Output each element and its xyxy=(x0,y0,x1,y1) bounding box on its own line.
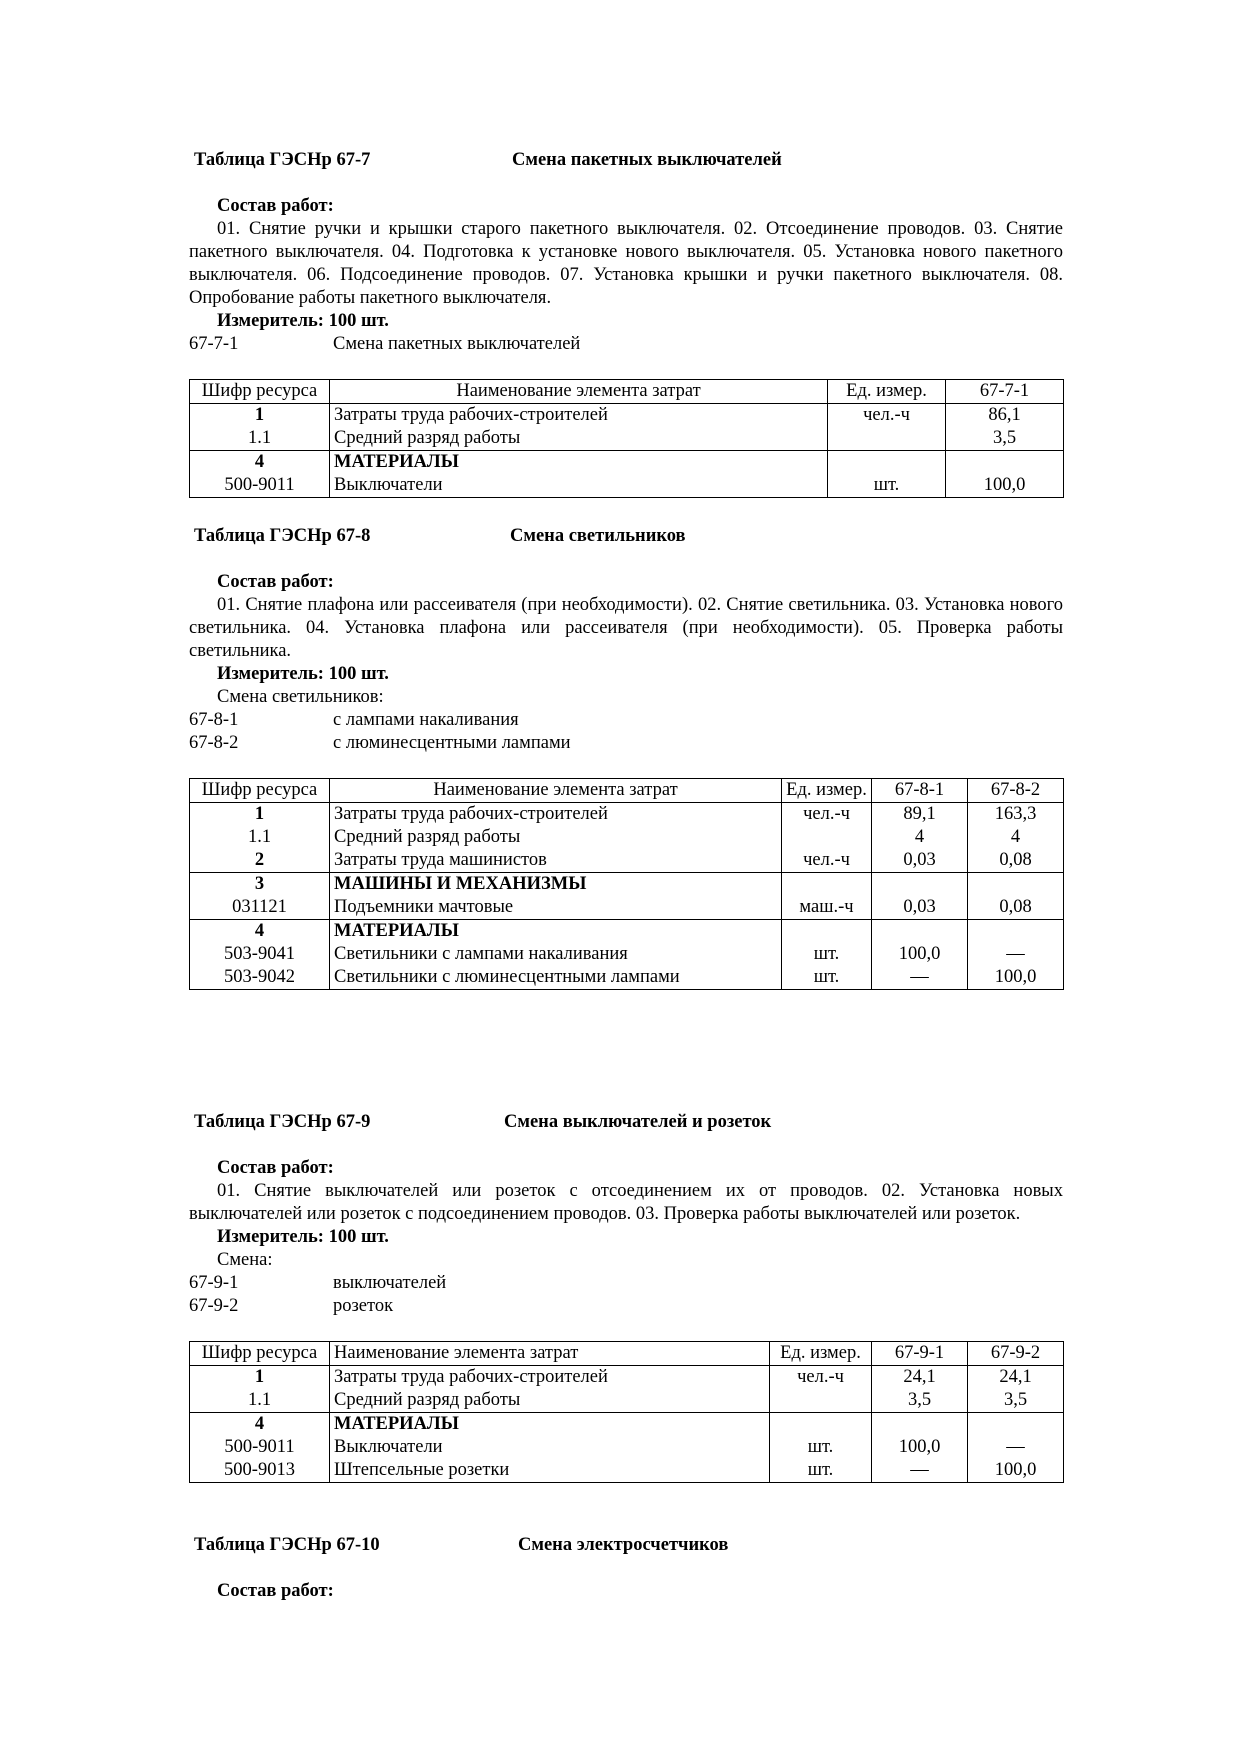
cell: 503-9042 xyxy=(190,966,330,990)
table-row xyxy=(190,1389,1064,1413)
section-title-67-7 xyxy=(189,149,1063,172)
section-title-67-10 xyxy=(189,1534,1063,1557)
table-code: Таблица ГЭСНр 67-7 xyxy=(194,150,371,170)
cell: 1 xyxy=(190,404,330,428)
composition-text: 01. Снятие ручки и крышки старого пакетного выключателя. 02. Отсоединение проводов. 03. Снятие пакетного выключателя. 04. Подготовка к установке нового выключателя. 05. Установка нового пакетного выключателя. 06. Подсоединение проводов. 07. Установка крышки и ручки пакетного выключателя. 08. Опробование работы пакетного выключателя. xyxy=(189,219,1063,308)
cell: чел.-ч xyxy=(782,849,872,873)
cell: 3 xyxy=(190,873,330,897)
cell xyxy=(946,451,1064,475)
cell: 0,08 xyxy=(968,896,1064,920)
table-row xyxy=(190,451,1064,475)
item-code: 67-9-1 xyxy=(189,1273,239,1293)
table-row xyxy=(190,1366,1064,1390)
cell: — xyxy=(872,1459,968,1483)
item-name: с люминесцентными лампами xyxy=(333,733,571,753)
cell: 0,03 xyxy=(872,849,968,873)
table-row xyxy=(190,966,1064,990)
section-67-8 xyxy=(189,525,1063,990)
table-row xyxy=(190,803,1064,827)
cell: шт. xyxy=(770,1459,872,1483)
table-code: Таблица ГЭСНр 67-9 xyxy=(194,1112,371,1132)
header-cell: 67-8-1 xyxy=(872,779,968,803)
cell: 24,1 xyxy=(872,1366,968,1390)
cell: 3,5 xyxy=(946,427,1064,451)
cell: Светильники с люминесцентными лампами xyxy=(330,966,782,990)
table-row xyxy=(190,943,1064,966)
table-header-row xyxy=(190,380,1064,404)
item-name: с лампами накаливания xyxy=(333,710,519,730)
cell xyxy=(872,1413,968,1437)
header-cell: Шифр ресурса xyxy=(190,779,330,803)
cell: 163,3 xyxy=(968,803,1064,827)
resource-table-67-8 xyxy=(189,778,1064,990)
cell: Затраты труда машинистов xyxy=(330,849,782,873)
resource-table-67-7 xyxy=(189,379,1064,498)
table-row xyxy=(190,896,1064,920)
cell: МАТЕРИАЛЫ xyxy=(330,920,782,944)
item-code: 67-8-2 xyxy=(189,733,239,753)
header-cell: Наименование элемента затрат xyxy=(330,1342,770,1366)
cell: 500-9011 xyxy=(190,1436,330,1459)
cell: маш.-ч xyxy=(782,896,872,920)
cell: Выключатели xyxy=(330,474,828,498)
cell: 89,1 xyxy=(872,803,968,827)
cell xyxy=(968,920,1064,944)
cell xyxy=(828,451,946,475)
cell: Штепсельные розетки xyxy=(330,1459,770,1483)
cell: 0,03 xyxy=(872,896,968,920)
cell: МАТЕРИАЛЫ xyxy=(330,451,828,475)
table-header-row xyxy=(190,779,1064,803)
item-row xyxy=(189,333,1063,356)
cell: 4 xyxy=(872,826,968,849)
cell xyxy=(828,427,946,451)
section-67-7 xyxy=(189,149,1063,498)
header-cell: 67-8-2 xyxy=(968,779,1064,803)
cell: Подъемники мачтовые xyxy=(330,896,782,920)
cell: 0,08 xyxy=(968,849,1064,873)
header-cell: Ед. измер. xyxy=(770,1342,872,1366)
composition-label: Состав работ: xyxy=(217,1581,334,1601)
table-name: Смена выключателей и розеток xyxy=(504,1112,772,1132)
table-code: Таблица ГЭСНр 67-8 xyxy=(194,526,371,546)
cell: Затраты труда рабочих-строителей xyxy=(330,404,828,428)
cell: 1 xyxy=(190,1366,330,1390)
cell: 4 xyxy=(190,451,330,475)
item-code: 67-7-1 xyxy=(189,334,239,354)
table-row xyxy=(190,1459,1064,1483)
cell xyxy=(968,1413,1064,1437)
header-cell: 67-7-1 xyxy=(946,380,1064,404)
header-cell: 67-9-2 xyxy=(968,1342,1064,1366)
cell: Затраты труда рабочих-строителей xyxy=(330,803,782,827)
cell: 100,0 xyxy=(872,1436,968,1459)
table-name: Смена светильников xyxy=(510,526,686,546)
cell xyxy=(782,920,872,944)
item-name: выключателей xyxy=(333,1273,447,1293)
cell: 100,0 xyxy=(872,943,968,966)
section-67-9 xyxy=(189,1111,1063,1483)
header-cell: Шифр ресурса xyxy=(190,1342,330,1366)
cell: 4 xyxy=(190,920,330,944)
table-row xyxy=(190,920,1064,944)
cell: 2 xyxy=(190,849,330,873)
section-67-10 xyxy=(189,1534,1063,1603)
items-intro: Смена светильников: xyxy=(217,687,384,707)
cell: 500-9013 xyxy=(190,1459,330,1483)
item-name: розеток xyxy=(333,1296,394,1316)
cell: — xyxy=(968,943,1064,966)
measure-label: Измеритель: 100 шт. xyxy=(217,664,389,684)
cell: чел.-ч xyxy=(782,803,872,827)
item-name: Смена пакетных выключателей xyxy=(333,334,581,354)
section-title-67-9 xyxy=(189,1111,1063,1134)
cell: Затраты труда рабочих-строителей xyxy=(330,1366,770,1390)
item-row xyxy=(189,1272,1063,1295)
cell: Средний разряд работы xyxy=(330,427,828,451)
cell: 24,1 xyxy=(968,1366,1064,1390)
cell: шт. xyxy=(828,474,946,498)
composition-label: Состав работ: xyxy=(217,196,334,216)
composition-label: Состав работ: xyxy=(217,572,334,592)
composition-text: 01. Снятие выключателей или розеток с отсоединением их от проводов. 02. Установка новых выключателей или розеток с подсоединением проводов. 03. Проверка работы выключателей или розеток. xyxy=(189,1181,1063,1224)
table-row xyxy=(190,1413,1064,1437)
table-row xyxy=(190,826,1064,849)
cell: 031121 xyxy=(190,896,330,920)
cell: 86,1 xyxy=(946,404,1064,428)
cell: 100,0 xyxy=(946,474,1064,498)
cell xyxy=(782,873,872,897)
cell: 500-9011 xyxy=(190,474,330,498)
cell: МАТЕРИАЛЫ xyxy=(330,1413,770,1437)
cell xyxy=(872,873,968,897)
cell xyxy=(872,920,968,944)
cell xyxy=(968,873,1064,897)
cell: шт. xyxy=(782,943,872,966)
table-row xyxy=(190,873,1064,897)
cell: 100,0 xyxy=(968,1459,1064,1483)
table-header-row xyxy=(190,1342,1064,1366)
table-code: Таблица ГЭСНр 67-10 xyxy=(194,1535,380,1555)
cell: 3,5 xyxy=(872,1389,968,1413)
item-code: 67-9-2 xyxy=(189,1296,239,1316)
measure-label: Измеритель: 100 шт. xyxy=(217,1227,389,1247)
table-row xyxy=(190,474,1064,498)
cell: 1 xyxy=(190,803,330,827)
table-row xyxy=(190,404,1064,428)
cell xyxy=(782,826,872,849)
item-row xyxy=(189,732,1063,755)
cell: — xyxy=(872,966,968,990)
table-name: Смена пакетных выключателей xyxy=(512,150,782,170)
cell: чел.-ч xyxy=(770,1366,872,1390)
header-cell: Наименование элемента затрат xyxy=(330,380,828,404)
table-row xyxy=(190,427,1064,451)
cell: Светильники с лампами накаливания xyxy=(330,943,782,966)
cell xyxy=(770,1389,872,1413)
cell: Выключатели xyxy=(330,1436,770,1459)
header-cell: Ед. измер. xyxy=(782,779,872,803)
table-name: Смена электросчетчиков xyxy=(518,1535,729,1555)
table-row xyxy=(190,1436,1064,1459)
cell: — xyxy=(968,1436,1064,1459)
cell: 1.1 xyxy=(190,826,330,849)
cell: 1.1 xyxy=(190,1389,330,1413)
header-cell: Ед. измер. xyxy=(828,380,946,404)
items-intro: Смена: xyxy=(217,1250,273,1270)
header-cell: 67-9-1 xyxy=(872,1342,968,1366)
item-code: 67-8-1 xyxy=(189,710,239,730)
table-row xyxy=(190,849,1064,873)
composition-label: Состав работ: xyxy=(217,1158,334,1178)
cell: шт. xyxy=(782,966,872,990)
item-row xyxy=(189,709,1063,732)
cell: Средний разряд работы xyxy=(330,1389,770,1413)
composition-text: 01. Снятие плафона или рассеивателя (при необходимости). 02. Снятие светильника. 03. Установка нового светильника. 04. Установка плафона или рассеивателя (при необходимости). 05. Проверка работы светильника. xyxy=(189,595,1063,661)
cell xyxy=(770,1413,872,1437)
header-cell: Шифр ресурса xyxy=(190,380,330,404)
cell: 3,5 xyxy=(968,1389,1064,1413)
cell: 503-9041 xyxy=(190,943,330,966)
section-title-67-8 xyxy=(189,525,1063,548)
cell: 4 xyxy=(968,826,1064,849)
header-cell: Наименование элемента затрат xyxy=(330,779,782,803)
measure-label: Измеритель: 100 шт. xyxy=(217,311,389,331)
cell: МАШИНЫ И МЕХАНИЗМЫ xyxy=(330,873,782,897)
cell: чел.-ч xyxy=(828,404,946,428)
cell: 100,0 xyxy=(968,966,1064,990)
cell: Средний разряд работы xyxy=(330,826,782,849)
cell: 1.1 xyxy=(190,427,330,451)
cell: 4 xyxy=(190,1413,330,1437)
item-row xyxy=(189,1295,1063,1318)
cell: шт. xyxy=(770,1436,872,1459)
resource-table-67-9 xyxy=(189,1341,1064,1483)
